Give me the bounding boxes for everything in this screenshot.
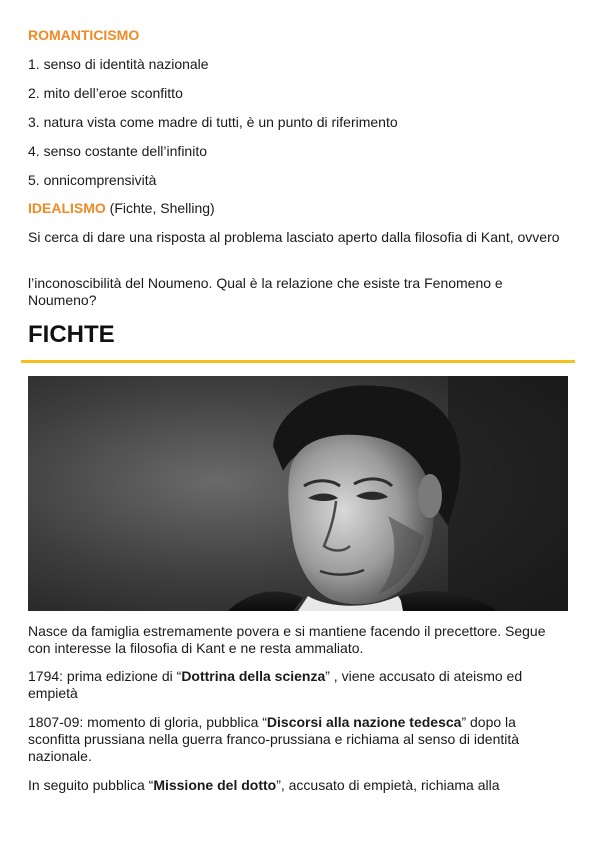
idealismo-paragraph-1: Si cerca di dare una risposta al problema lasciato aperto dalla filosofia di Kant, ovvero — [28, 229, 560, 245]
entry-1794-prefix: 1794: prima edizione di “ — [28, 668, 182, 684]
idealismo-authors: (Fichte, Shelling) — [105, 200, 215, 216]
entry-1794-suffix: ” , viene accusato di ateismo ed empietà — [28, 668, 523, 701]
romanticismo-heading: ROMANTICISMO — [28, 27, 140, 43]
fichte-title: FICHTE — [28, 321, 115, 348]
entry-later-suffix: ”, accusato di empietà, richiama alla — [276, 777, 500, 793]
romanticismo-item-5: 5. onnicomprensività — [28, 172, 157, 188]
fichte-entry-1794 — [28, 668, 568, 702]
fichte-entry-later — [28, 777, 568, 794]
fichte-bio: Nasce da famiglia estremamente povera e si mantiene facendo il precettore. Segue con interesse la filosofia di Kant e ne resta ammaliato. — [28, 623, 546, 656]
entry-1807-title: Discorsi alla nazione tedesca — [266, 714, 462, 730]
entry-1807-suffix: ” dopo la sconfitta prussiana nella guerra franco-prussiana e richiama al senso di identità nazionale. — [28, 714, 520, 764]
idealismo-paragraph-2: l’inconoscibilità del Noumeno. Qual è la relazione che esiste tra Fenomeno e Noumeno? — [28, 275, 503, 308]
fichte-entry-1807 — [28, 714, 568, 765]
title-divider — [21, 360, 575, 363]
romanticismo-item-3: 3. natura vista come madre di tutti, è un punto di riferimento — [28, 114, 398, 130]
romanticismo-item-2: 2. mito dell’eroe sconfitto — [28, 85, 183, 101]
idealismo-line — [28, 200, 568, 217]
idealismo-heading: IDEALISMO — [28, 200, 106, 216]
entry-later-prefix: In seguito pubblica “ — [28, 777, 154, 793]
romanticismo-item-4: 4. senso costante dell’infinito — [28, 143, 207, 159]
romanticismo-item-1: 1. senso di identità nazionale — [28, 56, 209, 72]
entry-1807-prefix: 1807-09: momento di gloria, pubblica “ — [28, 714, 267, 730]
entry-later-title: Missione del dotto — [153, 777, 277, 793]
entry-1794-title: Dottrina della scienza — [181, 668, 326, 684]
fichte-portrait-image — [28, 376, 568, 611]
